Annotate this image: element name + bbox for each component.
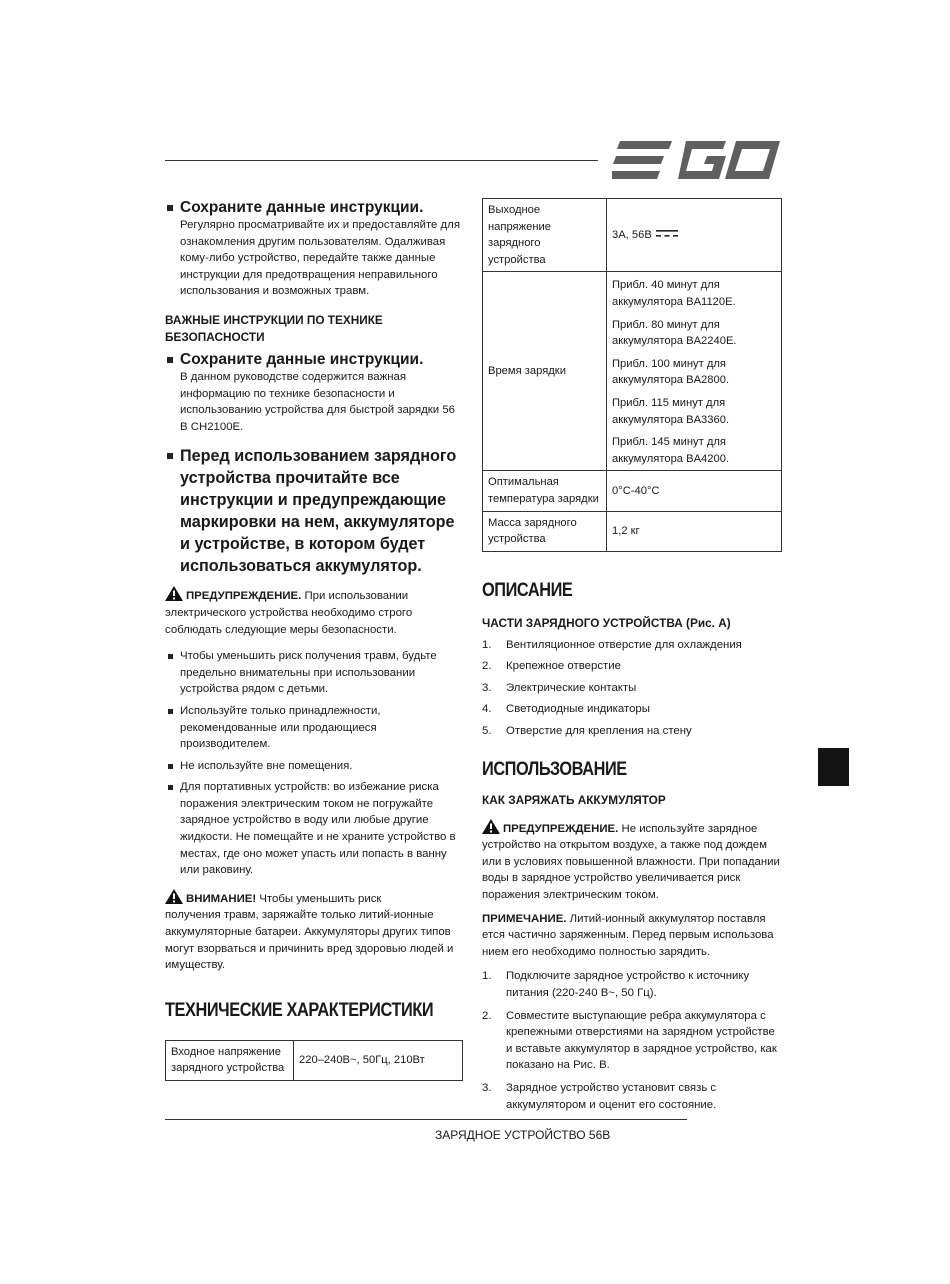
charge-time-item: [612, 395, 776, 428]
text-line: ется частично заряженным. Перед первым использова: [482, 929, 774, 942]
list-item: [482, 658, 782, 675]
item-number: 5.: [482, 725, 492, 738]
charger-parts-heading: ЧАСТИ ЗАРЯДНОГО УСТРОЙСТВА (Рис. А): [482, 615, 731, 630]
charge-time-item: [612, 277, 776, 310]
text-line: Подключите зарядное устройство к источнику: [506, 970, 750, 983]
text-line: использования и возможных травм.: [180, 285, 370, 298]
list-item: [482, 1080, 782, 1113]
tech-specs-heading: ТЕХНИЧЕСКИЕ ХАРАКТЕРИСТИКИ: [165, 999, 434, 1021]
text-line: Для портативных устройств: во избежание риска: [180, 781, 439, 794]
item-number: 1.: [482, 638, 492, 651]
text-line: аккумулятора BA2240E.: [612, 335, 737, 348]
parts-list: [482, 637, 782, 740]
text-line: или раковину.: [180, 864, 254, 877]
text-line: Не используйте вне помещения.: [180, 759, 353, 772]
heading-line: использоваться аккумулятор.: [180, 557, 422, 576]
list-item: [482, 968, 782, 1001]
text-line: рекомендованные или продающиеся: [180, 721, 377, 734]
charge-time-item: [612, 356, 776, 389]
table-row: [483, 272, 782, 471]
item-number: 2.: [482, 660, 492, 673]
text-line: получения травм, заряжайте только литий-ионные: [165, 909, 434, 922]
text-line: воды в зарядное устройство увеличивается риск: [482, 872, 741, 885]
text-line: устройства рядом с детьми.: [180, 683, 329, 696]
text-line: соблюдать следующие меры безопасности.: [165, 623, 397, 636]
text-line: жидкости. Не помещайте и не храните устройство в: [180, 831, 456, 844]
text-line: зарядного устройства: [488, 237, 546, 266]
item-text: Электрические контакты: [506, 681, 637, 694]
footer-rule: [165, 1119, 687, 1120]
text-line: напряжение: [488, 220, 551, 233]
safety-heading-line-1: ВАЖНЫЕ ИНСТРУКЦИИ ПО ТЕХНИКЕ: [165, 312, 383, 327]
item-number: 2.: [482, 1009, 492, 1022]
text-line: ознакомления другим пользователям. Одалживая: [180, 235, 446, 248]
heading-line: и устройстве, в котором будет: [180, 535, 426, 554]
text-line: имуществу.: [165, 959, 226, 972]
warning-label: ПРЕДУПРЕЖДЕНИЕ.: [186, 590, 302, 603]
item-number: 3.: [482, 1081, 492, 1094]
text-line: Совместите выступающие ребра аккумулятора с: [506, 1009, 766, 1022]
charge-time-item: [612, 434, 776, 467]
mass-label: [483, 511, 607, 551]
warning-icon: [482, 819, 500, 834]
input-voltage-value: 220–240В~, 50Гц, 210Вт: [294, 1040, 463, 1080]
text-line: Масса зарядного: [488, 516, 577, 529]
text-line: зарядное устройство в воду или любые другие: [180, 814, 429, 827]
heading-line: устройства прочитайте все: [180, 469, 400, 488]
bullet-item: [165, 703, 465, 753]
output-voltage-label: [483, 199, 607, 272]
heading-line: Перед использованием зарядного: [180, 447, 457, 466]
safety-heading-line-2: БЕЗОПАСНОСТИ: [165, 329, 265, 344]
input-spec-table: [165, 1040, 463, 1081]
item-number: 1.: [482, 970, 492, 983]
text-line: нием его необходимо полностью зарядить.: [482, 945, 711, 958]
save-instructions-text-2: [165, 369, 465, 435]
note-label: ПРИМЕЧАНИЕ.: [482, 912, 567, 925]
text-line: Зарядное устройство установит связь с: [506, 1081, 717, 1094]
text-line: местах, где оно может упасть или попасть в ванну: [180, 847, 447, 860]
bullet-item: [165, 758, 465, 775]
text-line: Регулярно просматривайте их и предоставляйте для: [180, 219, 460, 231]
read-before-use-heading: [165, 445, 465, 577]
text-line: Прибл. 100 минут для: [612, 357, 726, 370]
text-line: и вставьте аккумулятор в зарядное устройство, как: [506, 1042, 777, 1055]
text-line: аккумулятора BA1120E.: [612, 295, 736, 308]
header-rule: [165, 160, 598, 161]
temperature-label: [483, 471, 607, 511]
text-line: Входное напряжение: [171, 1045, 282, 1058]
temperature-value: 0°C-40°C: [607, 471, 782, 511]
text-line: инструкции для предотвращения неправильного: [180, 268, 438, 281]
text-line: Чтобы уменьшить риск: [259, 892, 382, 905]
caution-label: ВНИМАНИЕ!: [186, 892, 257, 905]
caution-block: [165, 889, 465, 974]
text-line: Прибл. 145 минут для: [612, 436, 726, 449]
text-line: информацию по технике безопасности и: [180, 387, 395, 400]
text-line: аккумулятором и оценит его состояние.: [506, 1098, 717, 1111]
text-line: устройство на открытом воздухе, а также под дождем: [482, 839, 767, 852]
text-line: поражения электрическим током не погружайте: [180, 797, 434, 810]
bullet-item: [165, 779, 465, 879]
heading-line: инструкции и предупреждающие: [180, 491, 447, 510]
text-line: Литий-ионный аккумулятор поставля: [569, 912, 766, 925]
item-number: 4.: [482, 703, 492, 716]
list-item: [482, 723, 782, 740]
left-column: [165, 198, 465, 1081]
text-line: аккумулятора BA2800.: [612, 374, 730, 387]
dc-symbol-icon: [656, 230, 678, 238]
text-line: использованию устройства для быстрой зарядки 56: [180, 404, 455, 417]
text-line: Выходное: [488, 204, 541, 216]
steps-list: [482, 968, 782, 1113]
item-text: Светодиодные индикаторы: [506, 703, 650, 716]
text-line: устройства: [488, 533, 546, 546]
text-line: поражения электрическим током.: [482, 889, 659, 902]
spec-table: [482, 198, 782, 552]
warning-block-2: [482, 819, 782, 904]
item-text: Вентиляционное отверстие для охлаждения: [506, 638, 742, 651]
save-instructions-text-1: [165, 217, 465, 300]
text-line: Не используйте зарядное: [621, 822, 758, 835]
text-line: предельно внимательны при использовании: [180, 666, 416, 679]
text-line: температура зарядки: [488, 492, 599, 505]
text-line: питания (220-240 В~, 50 Гц).: [506, 987, 657, 999]
text-line: кому-либо устройство, передайте также данные: [180, 252, 436, 265]
text-line: 3А, 56В: [612, 228, 652, 241]
item-number: 3.: [482, 681, 492, 694]
warning-block-1: [165, 586, 465, 638]
text-line: аккумулятора BA3360.: [612, 413, 730, 426]
table-row: [166, 1040, 463, 1080]
text-line: зарядного устройства: [171, 1062, 285, 1075]
text-line: Прибл. 115 минут для: [612, 396, 726, 409]
warning-icon: [165, 586, 183, 601]
description-heading: ОПИСАНИЕ: [482, 579, 573, 601]
text-line: аккумуляторные батареи. Аккумуляторы других типов: [165, 926, 451, 939]
text-line: показано на Рис. В.: [506, 1059, 610, 1072]
usage-heading: ИСПОЛЬЗОВАНИЕ: [482, 758, 627, 780]
text-line: могут взорваться и причинить вред здоровью людей и: [165, 942, 454, 955]
text-line: электрического устройства необходимо строго: [165, 606, 413, 619]
input-voltage-label: [166, 1040, 294, 1080]
charge-time-item: [612, 317, 776, 350]
list-item: [482, 1008, 782, 1074]
list-item: [482, 680, 782, 697]
mass-value: 1,2 кг: [607, 511, 782, 551]
charge-time-label: Время зарядки: [483, 272, 607, 471]
save-instructions-heading-2: Сохраните данные инструкции.: [165, 350, 465, 369]
text-line: или в условиях повышенной влажности. При попадании: [482, 855, 780, 868]
section-tab-marker: [818, 748, 849, 786]
text-line: Чтобы уменьшить риск получения травм, будьте: [180, 650, 437, 663]
text-line: Прибл. 80 минут для: [612, 318, 720, 331]
list-item: [482, 637, 782, 654]
ego-logo: [612, 141, 780, 183]
table-row: [483, 471, 782, 511]
text-line: В данном руководстве содержится важная: [180, 370, 406, 383]
warning-label: ПРЕДУПРЕЖДЕНИЕ.: [503, 822, 619, 835]
bullet-item: [165, 648, 465, 698]
note-block: [482, 911, 782, 961]
text-line: Оптимальная: [488, 476, 559, 489]
table-row: [483, 199, 782, 272]
how-to-charge-heading: КАК ЗАРЯЖАТЬ АККУМУЛЯТОР: [482, 792, 666, 807]
text-line: При использовании: [304, 590, 409, 603]
text-line: производителем.: [180, 738, 271, 751]
item-text: Крепежное отверстие: [506, 660, 621, 673]
text-line: В CH2100E.: [180, 420, 244, 433]
footer-title: ЗАРЯДНОЕ УСТРОЙСТВО 56В: [435, 1128, 611, 1142]
table-row: [483, 511, 782, 551]
text-line: аккумулятора BA4200.: [612, 452, 730, 465]
item-text: Отверстие для крепления на стену: [506, 725, 692, 738]
right-column: [482, 198, 782, 1113]
output-voltage-value: [607, 199, 782, 272]
charge-time-values: [607, 272, 782, 471]
heading-line: маркировки на нем, аккумуляторе: [180, 513, 455, 532]
list-item: [482, 701, 782, 718]
text-line: Прибл. 40 минут для: [612, 279, 720, 292]
text-line: крепежными отверстиями на зарядном устройстве: [506, 1026, 775, 1039]
save-instructions-heading-1: Сохраните данные инструкции.: [165, 198, 465, 217]
text-line: Используйте только принадлежности,: [180, 704, 381, 717]
warning-icon: [165, 889, 183, 904]
